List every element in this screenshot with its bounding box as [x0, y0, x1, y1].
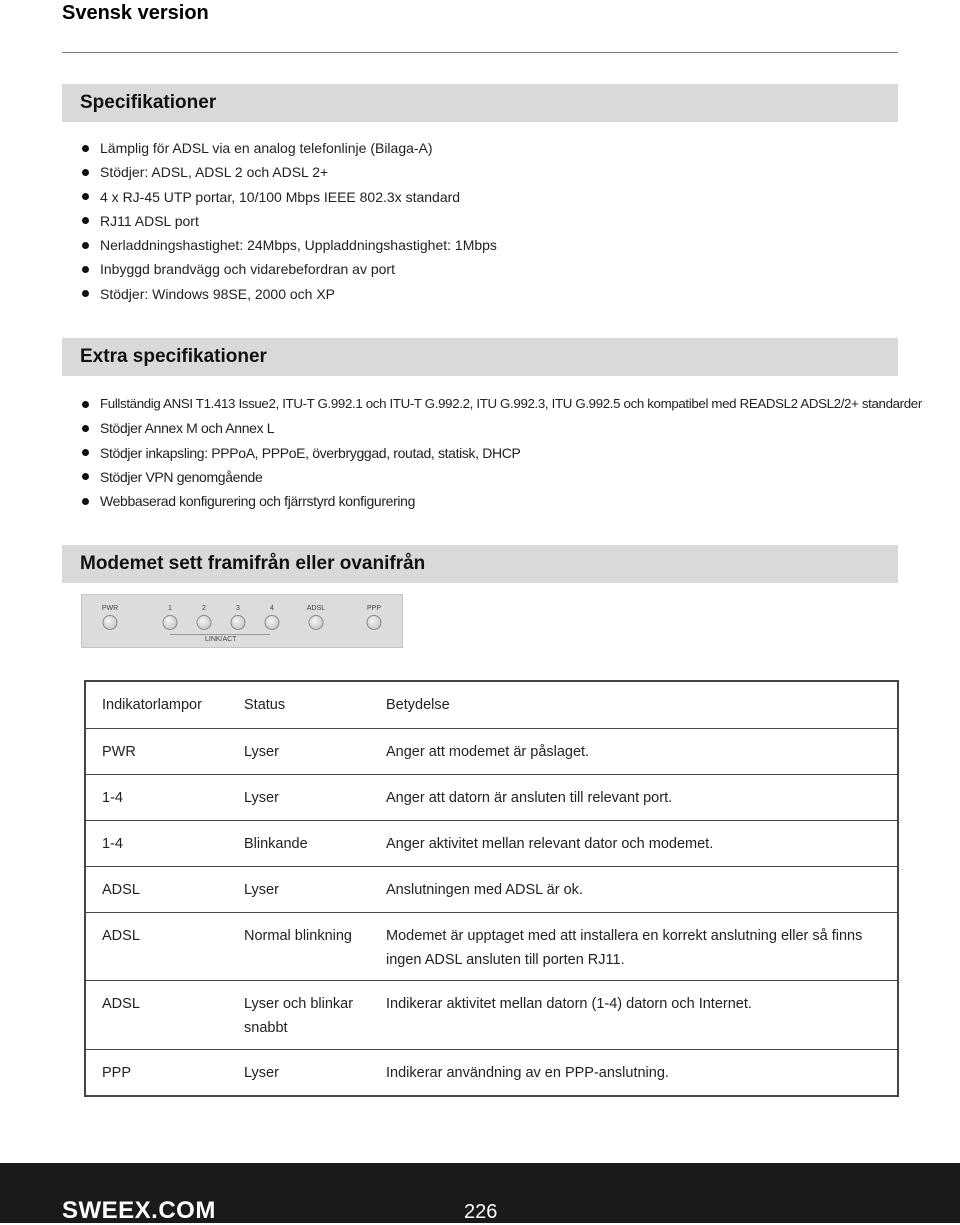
section-title-extra-specifications: Extra specifikationer: [62, 338, 898, 376]
modem-front-panel-illustration: [81, 594, 403, 648]
list-item: Stödjer inkapsling: PPPoA, PPPoE, överbryggad, routad, statisk, DHCP: [80, 441, 922, 465]
list-item: 4 x RJ-45 UTP portar, 10/100 Mbps IEEE 802.3x standard: [80, 185, 497, 209]
page-number: 226: [464, 1201, 498, 1223]
column-header-indicator: Indikatorlampor: [85, 681, 244, 729]
indicator-cell: ADSL: [102, 882, 140, 898]
brand-link[interactable]: SWEEX.COM: [62, 1197, 216, 1224]
led-label-port-1: 1: [168, 605, 172, 612]
indicator-cell: ADSL: [102, 928, 140, 944]
port-1-led-icon: [163, 615, 178, 630]
list-item: Fullständig ANSI T1.413 Issue2, ITU-T G.992.1 och ITU-T G.992.2, ITU G.992.3, ITU G.992.5 och kompatibel med READSL2 ADSL2/2+ standarder: [80, 392, 922, 416]
list-item: Stödjer Annex M och Annex L: [80, 416, 922, 440]
specifications-list: [80, 136, 497, 306]
status-cell: Lyser: [244, 744, 279, 760]
list-item: Stödjer: ADSL, ADSL 2 och ADSL 2+: [80, 160, 497, 184]
list-item: Stödjer: Windows 98SE, 2000 och XP: [80, 282, 497, 306]
port-2-led-icon: [197, 615, 212, 630]
led-label-port-4: 4: [270, 605, 274, 612]
port-4-led-icon: [265, 615, 280, 630]
led-label-port-2: 2: [202, 605, 206, 612]
table-row: [85, 821, 898, 867]
table-row: [85, 913, 898, 981]
adsl-led-icon: [309, 615, 324, 630]
led-indicator-table: [84, 680, 899, 1097]
list-item: Lämplig för ADSL via en analog telefonlinje (Bilaga-A): [80, 136, 497, 160]
indicator-cell: 1-4: [102, 790, 123, 806]
status-cell: Lyser: [244, 1065, 279, 1081]
list-item: Stödjer VPN genomgående: [80, 465, 922, 489]
indicator-cell: 1-4: [102, 836, 123, 852]
link-act-bracket: [170, 634, 270, 635]
table-header-row: [85, 681, 898, 729]
led-label-ppp: PPP: [366, 605, 382, 612]
indicator-cell: PPP: [102, 1065, 132, 1081]
status-cell: Lyser: [244, 882, 279, 898]
column-header-meaning: Betydelse: [386, 681, 898, 729]
page-header: [62, 0, 898, 53]
section-title-specifications: Specifikationer: [62, 84, 898, 122]
meaning-cell: Indikerar aktivitet mellan datorn (1-4) datorn och Internet.: [386, 996, 752, 1012]
table-row: [85, 1050, 898, 1096]
indicator-cell: ADSL: [102, 996, 140, 1012]
list-item: Inbyggd brandvägg och vidarebefordran av port: [80, 257, 497, 281]
status-cell: Lyser: [244, 790, 279, 806]
status-cell: Blinkande: [244, 836, 308, 852]
pwr-led-icon: [103, 615, 118, 630]
table-row: [85, 867, 898, 913]
table-row: [85, 981, 898, 1050]
meaning-cell: Modemet är upptaget med att installera en korrekt anslutning eller så finns ingen ADSL ansluten till porten RJ11.: [386, 928, 863, 968]
meaning-cell: Anger att modemet är påslaget.: [386, 744, 590, 760]
meaning-cell: Anger att datorn är ansluten till relevant port.: [386, 790, 673, 806]
page-footer: [0, 1163, 960, 1223]
ppp-led-icon: [367, 615, 382, 630]
page-language-title: Svensk version: [62, 2, 209, 24]
section-title-modem-front: Modemet sett framifrån eller ovanifrån: [62, 545, 898, 583]
status-cell: Normal blinkning: [244, 928, 352, 944]
table-row: [85, 729, 898, 775]
list-item: Webbaserad konfigurering och fjärrstyrd konfigurering: [80, 489, 922, 513]
status-cell: Lyser och blinkar snabbt: [244, 996, 354, 1036]
led-label-port-3: 3: [236, 605, 240, 612]
list-item: RJ11 ADSL port: [80, 209, 497, 233]
meaning-cell: Anger aktivitet mellan relevant dator och modemet.: [386, 836, 714, 852]
port-3-led-icon: [231, 615, 246, 630]
indicator-cell: PWR: [102, 744, 136, 760]
led-label-pwr: PWR: [101, 605, 119, 612]
meaning-cell: Anslutningen med ADSL är ok.: [386, 882, 583, 898]
list-item: Nerladdningshastighet: 24Mbps, Uppladdningshastighet: 1Mbps: [80, 233, 497, 257]
table-row: [85, 775, 898, 821]
link-act-label: LINK/ACT: [205, 636, 237, 643]
extra-specifications-list: [80, 392, 922, 513]
meaning-cell: Indikerar användning av en PPP-anslutning.: [386, 1065, 669, 1081]
column-header-status: Status: [244, 681, 386, 729]
led-label-adsl: ADSL: [306, 605, 326, 612]
